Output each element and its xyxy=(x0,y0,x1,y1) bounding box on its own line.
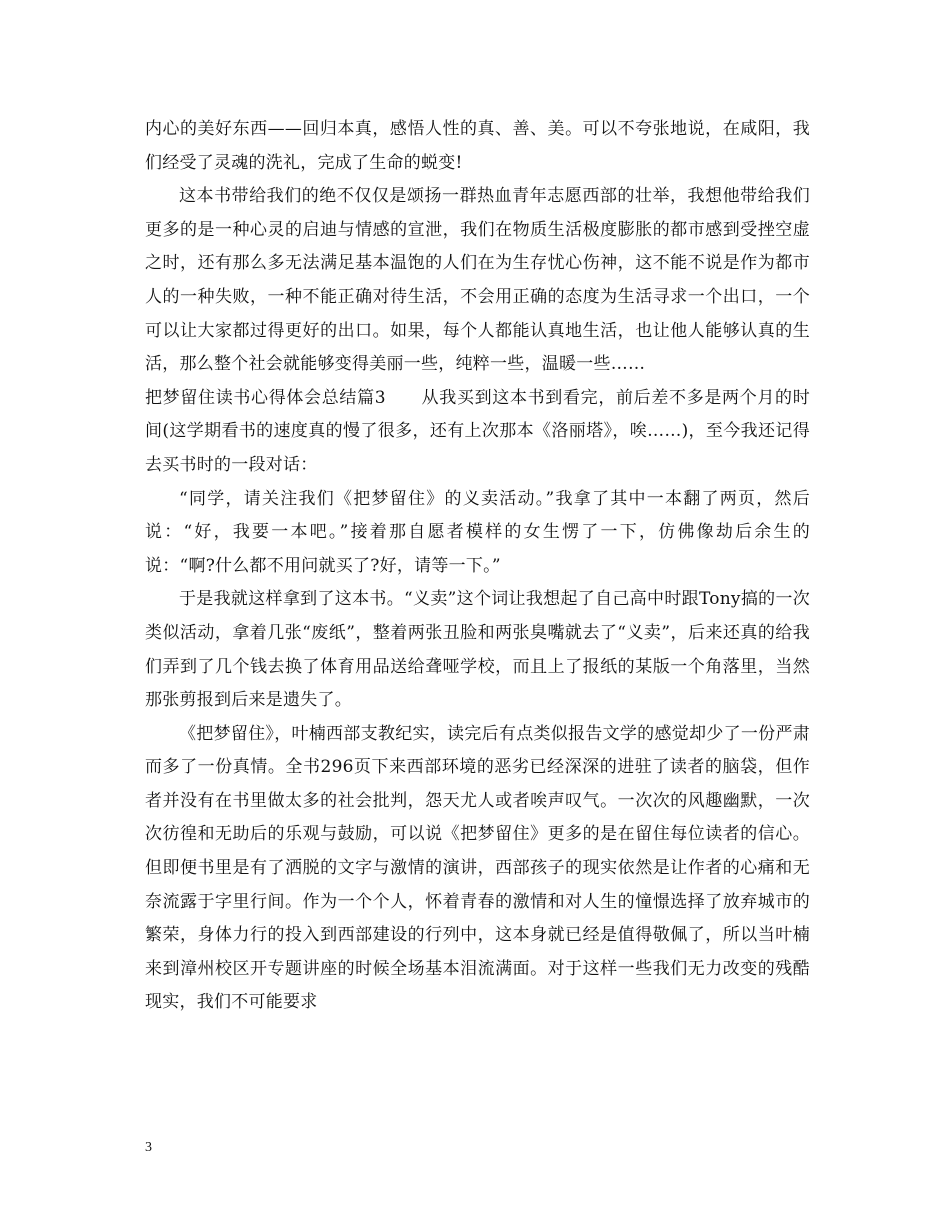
paragraph-continuation: 内心的美好东西——回归本真，感悟人性的真、善、美。可以不夸张地说，在咸阳，我们经受了灵魂的洗礼，完成了生命的蜕变! xyxy=(145,119,810,173)
paragraph-charity-sale-memory: 于是我就这样拿到了这本书。“义卖”这个词让我想起了自己高中时跟Tony搞的一次类似活动，拿着几张“废纸”，整着两张丑脸和两张臭嘴就去了“义卖”，后来还真的给我们弄到了几个钱去换了体育用品送给聋哑学校，而且上了报纸的某版一个角落里，当然那张剪报到后来是遗失了。 xyxy=(145,589,810,711)
document-body xyxy=(145,113,810,1020)
page-number: 3 xyxy=(145,1140,152,1155)
paragraph-book-review: 《把梦留住》，叶楠西部支教纪实，读完后有点类似报告文学的感觉却少了一份严肃而多了一份真情。全书296页下来西部环境的恶劣已经深深的进驻了读者的脑袋，但作者并没有在书里做太多的社会批判，怨天尤人或者唉声叹气。一次次的风趣幽默，一次次彷徨和无助后的乐观与鼓励，可以说《把梦留住》更多的是在留住每位读者的信心。但即便书里是有了洒脱的文字与激情的演讲，西部孩子的现实依然是让作者的心痛和无奈流露于字里行间。作为一个个人，怀着青春的激情和对人生的憧憬选择了放弃城市的繁荣，身体力行的投入到西部建设的行列中，这本身就已经是值得敬佩了，所以当叶楠来到漳州校区开专题讲座的时候全场基本泪流满面。对于这样一些我们无力改变的残酷现实，我们不可能要求 xyxy=(145,723,810,1013)
paragraph-book-reflection: 这本书带给我们的绝不仅仅是颂扬一群热血青年志愿西部的壮举，我想他带给我们更多的是一种心灵的启迪与情感的宣泄，我们在物质生活极度膨胀的都市感到受挫空虚之时，还有那么多无法满足基本温饱的人们在为生存忧心伤神，这不能不说是作为都市人的一种失败，一种不能正确对待生活，不会用正确的态度为生活寻求一个出口，一个可以让大家都过得更好的出口。如果，每个人都能认真地生活，也让他人能够认真的生活，那么整个社会就能够变得美丽一些，纯粹一些，温暖一些…… xyxy=(145,186,810,375)
paragraph-section-title-and-intro: 把梦留住读书心得体会总结篇3 从我买到这本书到看完，前后差不多是两个月的时间(这学期看书的速度真的慢了很多，还有上次那本《洛丽塔》，唉……)，至今我还记得去买书时的一段对话： xyxy=(145,387,810,475)
paragraph-dialogue: “同学，请关注我们《把梦留住》的义卖活动。”我拿了其中一本翻了两页，然后说：“好，我要一本吧。”接着那自愿者模样的女生愣了一下，仿佛像劫后余生的说：“啊?什么都不用问就买了?好，请等一下。” xyxy=(145,488,810,576)
